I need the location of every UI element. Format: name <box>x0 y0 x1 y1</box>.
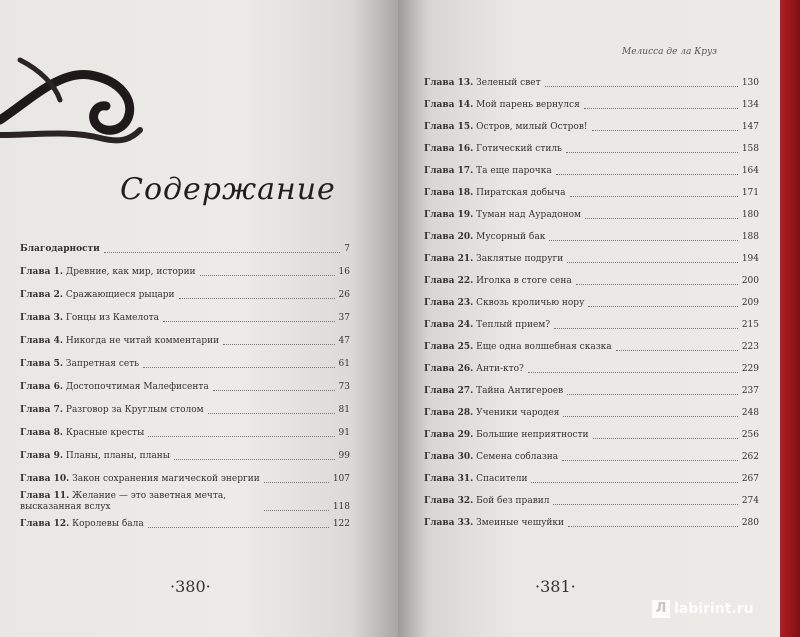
toc-entry <box>20 267 350 278</box>
chapter-number: Глава 27. <box>424 386 474 396</box>
toc-entry-label <box>424 144 562 155</box>
chapter-title: Змеиные чешуйки <box>476 518 564 528</box>
swirl-ornament-icon <box>0 40 150 150</box>
toc-entry <box>20 359 350 370</box>
chapter-title: Королевы бала <box>72 519 144 529</box>
toc-entry-page: 16 <box>338 267 350 277</box>
toc-left-column <box>20 244 350 542</box>
toc-entry-label <box>20 313 159 324</box>
chapter-number: Глава 10. <box>20 474 70 484</box>
toc-entry <box>424 386 759 397</box>
chapter-number: Глава 11. <box>20 491 70 501</box>
chapter-title: Пиратская добыча <box>476 188 566 198</box>
toc-entry <box>424 474 759 485</box>
chapter-number: Глава 6. <box>20 382 64 392</box>
chapter-number: Глава 7. <box>20 405 64 415</box>
toc-entry-page: 267 <box>741 474 759 484</box>
chapter-title: Тайна Антигероев <box>476 386 564 396</box>
chapter-number: Глава 14. <box>424 100 474 110</box>
dot-leader <box>588 306 737 307</box>
chapter-title: Заклятые подруги <box>476 254 564 264</box>
toc-entry <box>424 210 759 221</box>
toc-entry-page: 194 <box>741 254 759 264</box>
dot-leader <box>208 413 335 414</box>
toc-entry-label <box>424 386 563 397</box>
toc-entry <box>20 428 350 439</box>
toc-entry <box>424 254 759 265</box>
toc-entry-page: 215 <box>741 320 759 330</box>
toc-entry-page: 130 <box>741 78 759 88</box>
chapter-title: Разговор за Круглым столом <box>65 405 204 415</box>
chapter-number: Глава 16. <box>424 144 474 154</box>
dot-leader <box>148 527 329 528</box>
chapter-title: Спасители <box>476 474 528 484</box>
toc-entry <box>424 78 759 89</box>
toc-entry-label <box>424 276 572 287</box>
toc-entry <box>424 166 759 177</box>
dot-leader <box>174 459 335 460</box>
toc-entry <box>20 336 350 347</box>
toc-entry-label <box>20 428 144 439</box>
dot-leader <box>570 196 738 197</box>
toc-entry-label <box>424 166 552 177</box>
toc-entry-page: 91 <box>338 428 350 438</box>
dot-leader <box>563 416 737 417</box>
toc-entry <box>20 290 350 301</box>
toc-entry-page: 256 <box>741 430 759 440</box>
chapter-number: Глава 3. <box>20 313 64 323</box>
chapter-title: Сражающиеся рыцари <box>65 290 175 300</box>
toc-entry-label <box>424 320 550 331</box>
chapter-title: Готический стиль <box>476 144 562 154</box>
dot-leader <box>616 350 738 351</box>
dot-leader <box>531 482 737 483</box>
chapter-title: Ученики чародея <box>476 408 560 418</box>
chapter-number: Глава 13. <box>424 78 474 88</box>
toc-entry-page: 280 <box>741 518 759 528</box>
toc-entry <box>20 382 350 393</box>
chapter-number: Глава 12. <box>20 519 70 529</box>
chapter-number: Глава 33. <box>424 518 474 528</box>
toc-entry-label <box>20 359 139 370</box>
toc-entry-page: 134 <box>741 100 759 110</box>
chapter-title: Мусорный бак <box>476 232 546 242</box>
chapter-title: Зеленый свет <box>476 78 541 88</box>
toc-entry-label <box>424 188 566 199</box>
toc-entry <box>20 244 350 255</box>
toc-entry-label <box>424 408 559 419</box>
chapter-title: Закон сохранения магической энергии <box>72 474 260 484</box>
toc-entry-label <box>20 267 196 278</box>
toc-entry-label <box>20 290 175 301</box>
toc-entry-label <box>424 100 580 111</box>
chapter-number: Глава 2. <box>20 290 64 300</box>
toc-entry <box>424 188 759 199</box>
dot-leader <box>576 284 738 285</box>
toc-entry <box>424 430 759 441</box>
chapter-title: Планы, планы, планы <box>65 451 170 461</box>
toc-entry-page: 229 <box>741 364 759 374</box>
dot-leader <box>264 482 329 483</box>
chapter-title: Та еще парочка <box>476 166 552 176</box>
dot-leader <box>549 240 737 241</box>
toc-entry-label <box>424 210 581 221</box>
toc-entry <box>424 364 759 375</box>
chapter-number: Глава 32. <box>424 496 474 506</box>
dot-leader <box>148 436 334 437</box>
chapter-number: Глава 19. <box>424 210 474 220</box>
toc-entry <box>20 474 350 485</box>
chapter-number: Глава 26. <box>424 364 474 374</box>
dot-leader <box>104 252 340 253</box>
toc-entry-page: 26 <box>338 290 350 300</box>
dot-leader <box>593 438 738 439</box>
toc-entry-label <box>424 430 589 441</box>
chapter-number: Глава 22. <box>424 276 474 286</box>
toc-entry <box>20 451 350 462</box>
toc-entry-page: 122 <box>332 519 350 529</box>
dot-leader <box>584 108 738 109</box>
toc-entry <box>424 320 759 331</box>
toc-entry-page: 61 <box>338 359 350 369</box>
toc-entry-page: 81 <box>338 405 350 415</box>
toc-entry-page: 180 <box>741 210 759 220</box>
chapter-number: Глава 29. <box>424 430 474 440</box>
dot-leader <box>592 130 738 131</box>
chapter-number: Глава 9. <box>20 451 64 461</box>
toc-entry-label <box>424 78 541 89</box>
chapter-title: Иголка в стоге сена <box>476 276 572 286</box>
chapter-title: Мой парень вернулся <box>476 100 580 110</box>
dot-leader <box>568 526 738 527</box>
toc-entry-page: 248 <box>741 408 759 418</box>
chapter-number: Глава 4. <box>20 336 64 346</box>
chapter-number: Глава 5. <box>20 359 64 369</box>
dot-leader <box>213 390 335 391</box>
toc-entry-label <box>424 254 563 265</box>
dot-leader <box>556 174 738 175</box>
dot-leader <box>585 218 738 219</box>
toc-entry-page: 237 <box>741 386 759 396</box>
toc-entry <box>424 144 759 155</box>
chapter-number: Глава 18. <box>424 188 474 198</box>
toc-entry-page: 107 <box>332 474 350 484</box>
toc-entry <box>424 452 759 463</box>
chapter-number: Глава 17. <box>424 166 474 176</box>
chapter-number: Благодарности <box>20 244 100 254</box>
dot-leader <box>143 367 334 368</box>
chapter-number: Глава 21. <box>424 254 474 264</box>
toc-right-column <box>424 78 759 540</box>
toc-entry-label <box>424 342 612 353</box>
toc-entry-page: 262 <box>741 452 759 462</box>
toc-entry-label <box>20 491 260 513</box>
toc-entry-label <box>424 298 584 309</box>
toc-entry-label <box>20 382 209 393</box>
dot-leader <box>566 152 738 153</box>
dot-leader <box>200 275 335 276</box>
toc-entry-label <box>424 364 524 375</box>
toc-entry-label <box>20 474 260 485</box>
toc-entry-label <box>424 496 549 507</box>
toc-entry-page: 209 <box>741 298 759 308</box>
dot-leader <box>528 372 738 373</box>
dot-leader <box>554 328 738 329</box>
watermark <box>652 600 754 618</box>
chapter-title: Сквозь кроличью нору <box>476 298 585 308</box>
toc-entry <box>424 232 759 243</box>
toc-entry-page: 7 <box>344 244 350 254</box>
toc-entry-label <box>424 452 558 463</box>
toc-entry-page: 73 <box>338 382 350 392</box>
chapter-number: Глава 23. <box>424 298 474 308</box>
chapter-number: Глава 15. <box>424 122 474 132</box>
chapter-number: Глава 20. <box>424 232 474 242</box>
toc-entry-page: 171 <box>741 188 759 198</box>
chapter-title: Остров, милый Остров! <box>476 122 588 132</box>
toc-entry <box>424 408 759 419</box>
toc-entry <box>20 313 350 324</box>
page-number-right: ·381· <box>535 577 576 596</box>
toc-entry <box>424 518 759 529</box>
toc-entry <box>424 122 759 133</box>
chapter-number: Глава 1. <box>20 267 64 277</box>
toc-entry-page: 164 <box>741 166 759 176</box>
toc-entry-label <box>20 244 100 255</box>
toc-entry-label <box>424 474 527 485</box>
toc-entry-label <box>424 122 588 133</box>
toc-entry-label <box>20 336 219 347</box>
toc-entry <box>424 496 759 507</box>
chapter-number: Глава 8. <box>20 428 64 438</box>
toc-entry-page: 223 <box>741 342 759 352</box>
toc-entry <box>424 342 759 353</box>
toc-entry-page: 118 <box>332 502 350 512</box>
toc-entry <box>424 276 759 287</box>
toc-entry-label <box>20 519 144 530</box>
toc-entry <box>20 491 350 513</box>
dot-leader <box>545 86 738 87</box>
chapter-number: Глава 28. <box>424 408 474 418</box>
chapter-title: Бой без правил <box>476 496 550 506</box>
chapter-number: Глава 31. <box>424 474 474 484</box>
toc-entry-label <box>424 232 545 243</box>
toc-entry-page: 200 <box>741 276 759 286</box>
dot-leader <box>179 298 335 299</box>
toc-entry-page: 147 <box>741 122 759 132</box>
dot-leader <box>567 394 738 395</box>
dot-leader <box>264 510 329 511</box>
chapter-title: Туман над Аурадоном <box>476 210 582 220</box>
dot-leader <box>567 262 738 263</box>
toc-entry-label <box>20 451 170 462</box>
toc-entry <box>20 519 350 530</box>
watermark-logo-icon: Л <box>652 600 670 618</box>
chapter-number: Глава 25. <box>424 342 474 352</box>
watermark-text: labirint.ru <box>674 601 754 617</box>
dot-leader <box>562 460 738 461</box>
page-number-left: ·380· <box>170 577 211 596</box>
chapter-title: Красные кресты <box>65 428 145 438</box>
chapter-title: Достопочтимая Малефисента <box>65 382 209 392</box>
toc-entry-page: 158 <box>741 144 759 154</box>
toc-entry-page: 274 <box>741 496 759 506</box>
toc-entry-label <box>20 405 204 416</box>
chapter-title: Никогда не читай комментарии <box>65 336 220 346</box>
toc-entry <box>20 405 350 416</box>
chapter-title: Семена соблазна <box>476 452 559 462</box>
toc-entry-page: 188 <box>741 232 759 242</box>
chapter-title: Запретная сеть <box>65 359 140 369</box>
toc-title: Содержание <box>120 172 336 207</box>
dot-leader <box>223 344 334 345</box>
red-cover-edge <box>780 0 800 637</box>
running-head: Мелисса де ла Круз <box>622 47 718 57</box>
chapter-title: Анти-кто? <box>476 364 524 374</box>
chapter-title: Теплый прием? <box>476 320 551 330</box>
toc-entry <box>424 298 759 309</box>
chapter-number: Глава 30. <box>424 452 474 462</box>
chapter-title: Еще одна волшебная сказка <box>476 342 612 352</box>
toc-entry-page: 99 <box>338 451 350 461</box>
chapter-title: Древние, как мир, истории <box>65 267 196 277</box>
dot-leader <box>163 321 335 322</box>
toc-entry-page: 47 <box>338 336 350 346</box>
toc-entry-label <box>424 518 564 529</box>
toc-entry-page: 37 <box>338 313 350 323</box>
chapter-title: Большие неприятности <box>476 430 589 440</box>
chapter-number: Глава 24. <box>424 320 474 330</box>
chapter-title: Гонцы из Камелота <box>65 313 159 323</box>
chapter-title: Желание — это заветная мечта, высказанная вслух <box>20 491 227 512</box>
dot-leader <box>553 504 737 505</box>
toc-entry <box>424 100 759 111</box>
